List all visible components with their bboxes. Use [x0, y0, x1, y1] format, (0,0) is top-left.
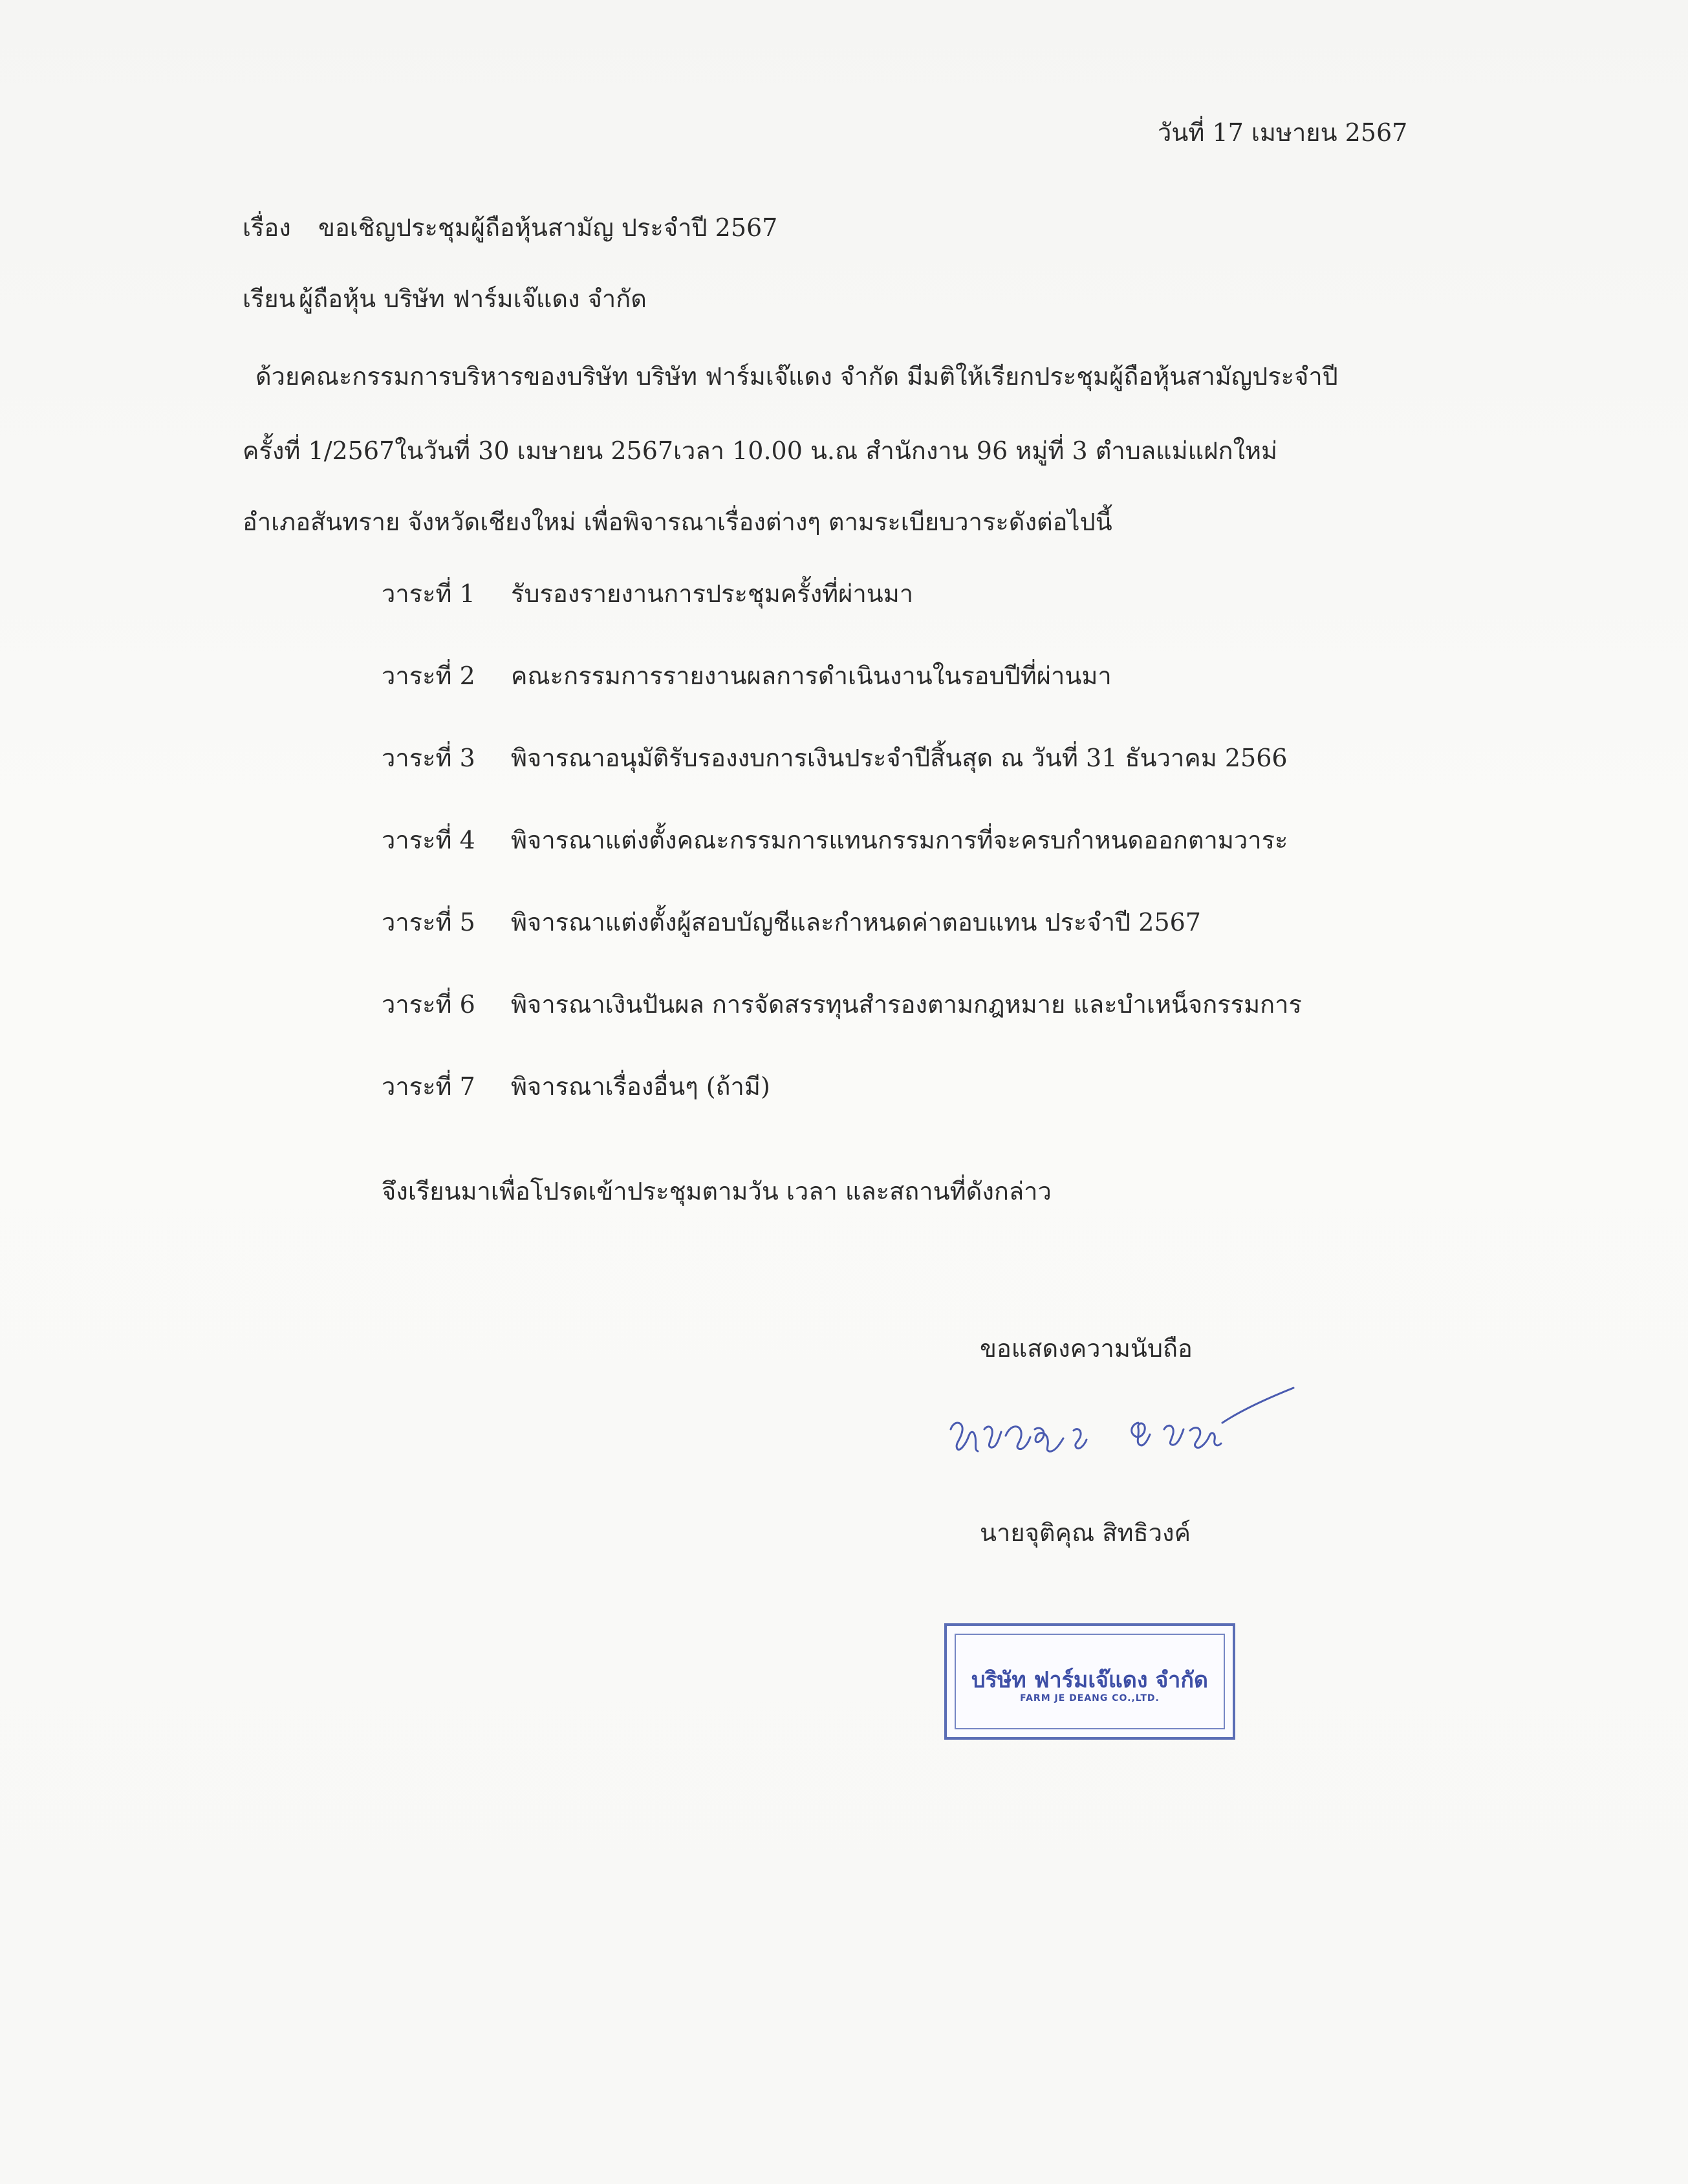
stamp-company-thai: บริษัท ฟาร์มเจ๊แดง จำกัด	[971, 1667, 1208, 1693]
agenda-text: คณะกรรมการรายงานผลการดำเนินงานในรอบปีที่ผ่านมา	[511, 662, 1112, 690]
agenda-text: รับรองรายงานการประชุมครั้งที่ผ่านมา	[511, 579, 914, 608]
regards-text: ขอแสดงความนับถือ	[980, 1334, 1193, 1363]
agenda-number: วาระที่ 1	[382, 579, 475, 608]
agenda-number: วาระที่ 4	[382, 826, 475, 854]
agenda-number: วาระที่ 2	[382, 662, 475, 690]
body-line-3: อำเภอสันทราย จังหวัดเชียงใหม่ เพื่อพิจารณาเรื่องต่างๆ ตามระเบียบวาระดังต่อไปนี้	[243, 508, 1112, 536]
agenda-number: วาระที่ 3	[382, 744, 475, 772]
agenda-text: พิจารณาเรื่องอื่นๆ (ถ้ามี)	[511, 1072, 770, 1101]
agenda-number: วาระที่ 7	[382, 1072, 475, 1101]
letter-date: วันที่ 17 เมษายน 2567	[1158, 118, 1408, 147]
stamp-company-english: FARM JE DEANG CO.,LTD.	[1020, 1693, 1160, 1703]
subject-text: ขอเชิญประชุมผู้ถือหุ้นสามัญ ประจำปี 2567	[318, 213, 778, 242]
body-line-1: ด้วยคณะกรรมการบริหารของบริษัท บริษัท ฟาร์มเจ๊แดง จำกัด มีมติให้เรียกประชุมผู้ถือหุ้นสามัญประจำปี	[255, 362, 1338, 391]
handwritten-signature	[938, 1384, 1326, 1487]
agenda-text: พิจารณาแต่งตั้งคณะกรรมการแทนกรรมการที่จะครบกำหนดออกตามวาระ	[511, 826, 1288, 854]
agenda-number: วาระที่ 5	[382, 908, 475, 936]
agenda-text: พิจารณาอนุมัติรับรองงบการเงินประจำปีสิ้นสุด ณ วันที่ 31 ธันวาคม 2566	[511, 744, 1288, 772]
closing-text: จึงเรียนมาเพื่อโปรดเข้าประชุมตามวัน เวลา และสถานที่ดังกล่าว	[382, 1177, 1052, 1206]
signatory-name: นายจุติคุณ สิทธิวงค์	[980, 1519, 1191, 1547]
subject-label: เรื่อง	[243, 213, 291, 242]
recipient-text: ผู้ถือหุ้น บริษัท ฟาร์มเจ๊แดง จำกัด	[299, 285, 647, 313]
body-line-2: ครั้งที่ 1/2567ในวันที่ 30 เมษายน 2567เวลา 10.00 น.ณ สำนักงาน 96 หมู่ที่ 3 ตำบลแม่แฝกใหม่	[243, 437, 1278, 465]
agenda-number: วาระที่ 6	[382, 990, 475, 1019]
recipient-label: เรียน	[243, 285, 296, 313]
agenda-text: พิจารณาแต่งตั้งผู้สอบบัญชีและกำหนดค่าตอบแทน ประจำปี 2567	[511, 908, 1201, 936]
company-stamp	[944, 1623, 1235, 1740]
agenda-text: พิจารณาเงินปันผล การจัดสรรทุนสำรองตามกฎหมาย และบำเหน็จกรรมการ	[511, 990, 1302, 1019]
